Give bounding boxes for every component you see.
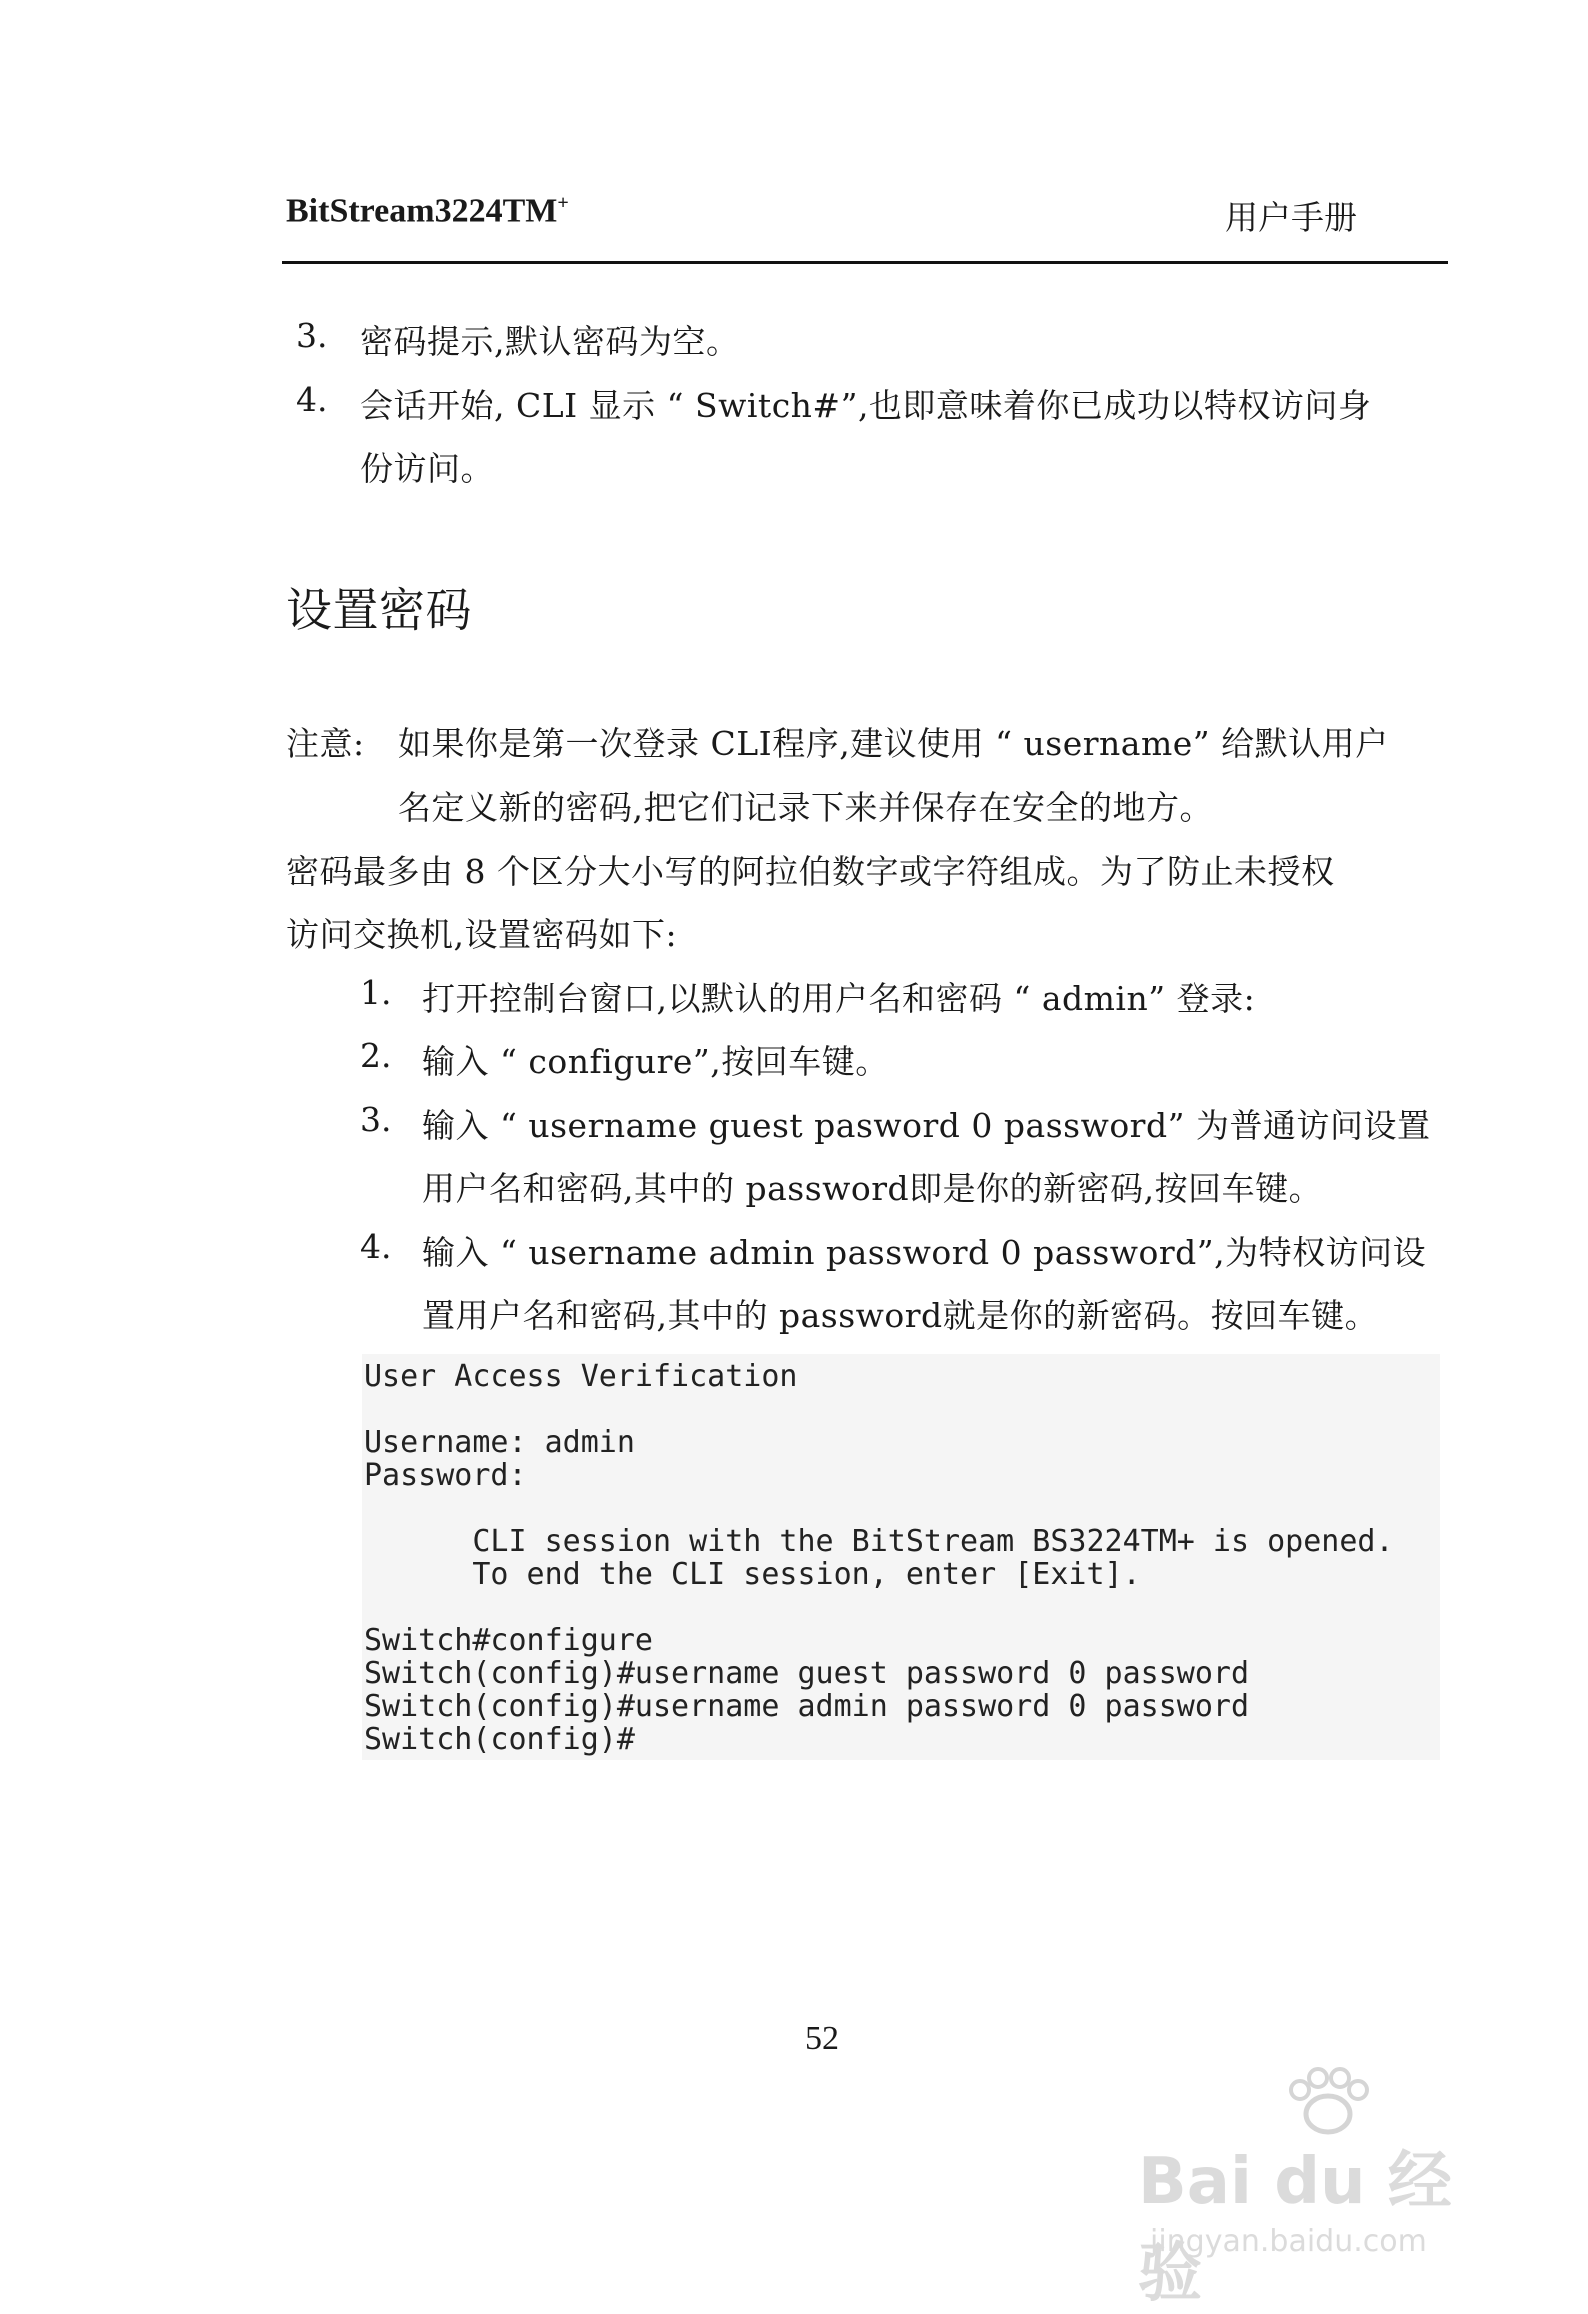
note-text: 名定义新的密码,把它们记录下来并保存在安全的地方。 xyxy=(398,788,1213,827)
step-text: 置用户名和密码,其中的 password就是你的新密码。按回车键。 xyxy=(422,1296,1379,1335)
page-number: 52 xyxy=(805,2020,839,2057)
step-number: 3. xyxy=(360,1100,392,1139)
intro-step-number: 3. xyxy=(296,316,328,355)
terminal-line: User Access Verification xyxy=(364,1359,798,1394)
step-number: 2. xyxy=(360,1036,392,1075)
step-number: 1. xyxy=(360,973,392,1012)
step-text: 输入 “ username admin password 0 password”,为特权访问设 xyxy=(422,1233,1427,1272)
step-text: 输入 “ configure”,按回车键。 xyxy=(422,1042,889,1081)
baidu-jingyan-watermark xyxy=(1128,2066,1508,2311)
section-heading: 设置密码 xyxy=(286,583,472,637)
step-text: 输入 “ username guest pasword 0 password” 为普通访问设置 xyxy=(422,1106,1431,1145)
body-text: 密码最多由 8 个区分大小写的阿拉伯数字或字符组成。为了防止未授权 xyxy=(286,852,1335,891)
terminal-line: Switch(config)# xyxy=(364,1722,635,1757)
terminal-line: CLI session with the BitStream BS3224TM+ is opened. xyxy=(364,1524,1394,1559)
step-text: 打开控制台窗口,以默认的用户名和密码 “ admin” 登录: xyxy=(422,979,1256,1018)
terminal-line: To end the CLI session, enter [Exit]. xyxy=(364,1557,1141,1592)
paw-icon xyxy=(1278,2066,1378,2136)
note-label: 注意: xyxy=(286,724,365,763)
step-text: 用户名和密码,其中的 password即是你的新密码,按回车键。 xyxy=(422,1169,1323,1208)
watermark-url: jingyan.baidu.com xyxy=(1150,2224,1427,2259)
header-divider xyxy=(282,261,1448,264)
note-text: 如果你是第一次登录 CLI程序,建议使用 “ username” 给默认用户 xyxy=(398,724,1389,763)
terminal-line: Switch#configure xyxy=(364,1623,653,1658)
watermark-brand: Bai du 经验 xyxy=(1138,2145,1452,2311)
step-number: 4. xyxy=(360,1227,392,1266)
intro-step-text: 份访问。 xyxy=(360,449,494,488)
body-text: 访问交换机,设置密码如下: xyxy=(286,915,678,954)
intro-step-number: 4. xyxy=(296,380,328,419)
document-subtitle: 用户手册 xyxy=(1225,198,1357,237)
document-title: BitStream3224TM+ xyxy=(286,192,569,230)
terminal-line: Switch(config)#username guest password 0 password xyxy=(364,1656,1250,1691)
intro-step-text: 密码提示,默认密码为空。 xyxy=(360,322,740,361)
terminal-line: Switch(config)#username admin password 0 password xyxy=(364,1689,1250,1724)
terminal-line: Password: xyxy=(364,1458,527,1493)
intro-step-text: 会话开始, CLI 显示 “ Switch#”,也即意味着你已成功以特权访问身 xyxy=(360,386,1372,425)
terminal-line: Username: admin xyxy=(364,1425,635,1460)
